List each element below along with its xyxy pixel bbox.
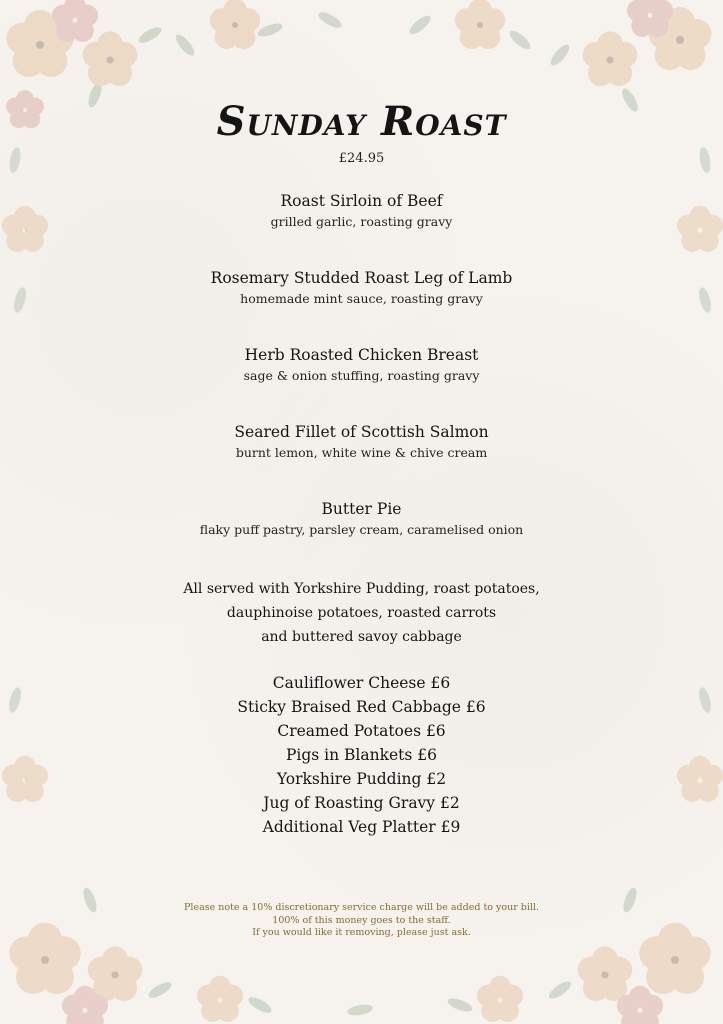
dish-name: Rosemary Studded Roast Leg of Lamb	[210, 269, 513, 287]
side-item: Creamed Potatoes £6	[277, 722, 446, 740]
sides-list	[0, 671, 723, 839]
side-item: Cauliflower Cheese £6	[272, 674, 451, 692]
side-item: Additional Veg Platter £9	[262, 818, 461, 836]
dish-description: sage & onion stuffing, roasting gravy	[243, 368, 480, 383]
note-line: 100% of this money goes to the staff.	[272, 914, 451, 926]
note-line: If you would like it removing, please just ask.	[252, 927, 471, 938]
served-with-text	[0, 577, 723, 649]
dish-name: Herb Roasted Chicken Breast	[244, 346, 479, 364]
menu-title: Sunday Roast	[216, 98, 507, 145]
dish-description: grilled garlic, roasting gravy	[270, 214, 453, 229]
side-item: Sticky Braised Red Cabbage £6	[237, 698, 486, 716]
served-with-line: and buttered savoy cabbage	[261, 629, 462, 645]
side-item: Pigs in Blankets £6	[285, 746, 438, 764]
served-with-line: All served with Yorkshire Pudding, roast potatoes,	[183, 581, 540, 597]
service-charge-note	[0, 902, 723, 940]
dish-description: homemade mint sauce, roasting gravy	[240, 291, 483, 306]
served-with-line: dauphinoise potatoes, roasted carrots	[226, 605, 497, 621]
dish-item	[0, 421, 723, 463]
dish-description: burnt lemon, white wine & chive cream	[235, 445, 488, 460]
dish-name: Roast Sirloin of Beef	[280, 192, 443, 210]
dish-description: flaky puff pastry, parsley cream, caramelised onion	[199, 522, 524, 537]
dish-name: Seared Fillet of Scottish Salmon	[234, 423, 489, 441]
dish-item	[0, 190, 723, 232]
dish-item	[0, 267, 723, 309]
dish-item	[0, 498, 723, 540]
note-line: Please note a 10% discretionary service charge will be added to your bill.	[184, 902, 539, 913]
side-item: Yorkshire Pudding £2	[276, 770, 447, 788]
dish-name: Butter Pie	[321, 500, 402, 518]
dish-item	[0, 344, 723, 386]
side-item: Jug of Roasting Gravy £2	[263, 794, 460, 812]
menu-price: £24.95	[338, 151, 385, 166]
